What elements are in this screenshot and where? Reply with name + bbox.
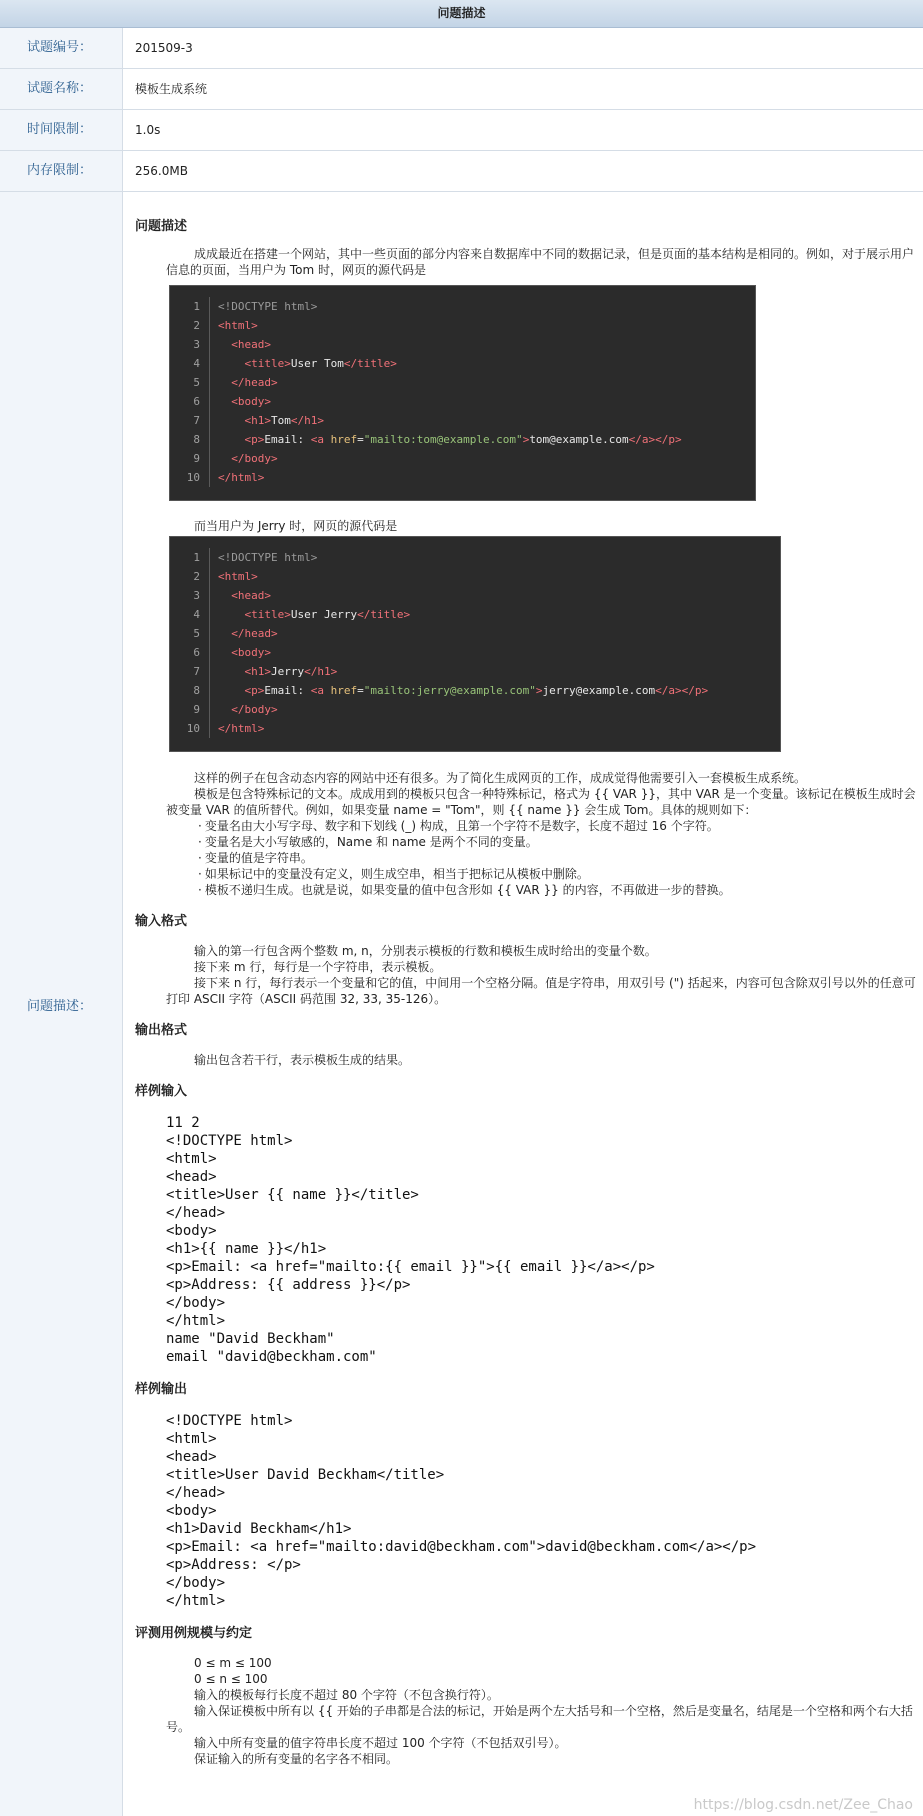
line-number: 6 [170, 392, 210, 411]
line-number: 1 [170, 548, 210, 567]
description-content [123, 192, 923, 1816]
time-value: 1.0s [135, 123, 161, 137]
watermark-text: https://blog.csdn.net/Zee_Chao [693, 1797, 913, 1813]
code-line [170, 297, 755, 316]
line-number: 6 [170, 643, 210, 662]
meta-row-name [0, 69, 923, 110]
memory-label: 内存限制： [0, 151, 123, 191]
line-number: 3 [170, 335, 210, 354]
rule-item: · 变量的值是字符串。 [198, 850, 923, 866]
id-label: 试题编号： [0, 28, 123, 68]
name-value: 模板生成系统 [135, 82, 208, 96]
memory-value: 256.0MB [135, 164, 188, 178]
code-block-tom [169, 285, 756, 501]
sample-input-block: 11 2 <!DOCTYPE html> <html> <head> <title>User {{ name }}</title> </head> <body> <h1>{{ name }}</h1> <p>Email: <a href="mailto:{{ email }}">{{ email }}</a></p> <p>Address: {{ address }}</p> </body> </html> name "David Beckham" email "david@beckham.com" [166, 1115, 655, 1365]
description-paragraph-3: 这样的例子在包含动态内容的网站中还有很多。为了简化生成网页的工作，成成觉得他需要引入一套模板生成系统。 [194, 771, 807, 785]
line-number: 7 [170, 662, 210, 681]
input-format-line: 接下来 m 行，每行是一个字符串，表示模板。 [194, 960, 442, 974]
code-line [170, 354, 755, 373]
code-text: <p>Email: <a href="mailto:jerry@example.com">jerry@example.com</a></p> [244, 684, 709, 697]
line-number: 5 [170, 624, 210, 643]
rule-item: · 变量名由大小写字母、数字和下划线 (_) 构成，且第一个字符不是数字，长度不超过 16 个字符。 [198, 818, 923, 834]
limit-line: 保证输入的所有变量的名字各不相同。 [194, 1752, 399, 1766]
meta-row-id [0, 28, 923, 69]
section-title-description: 问题描述 [135, 219, 188, 234]
code-line [170, 392, 755, 411]
code-text: <!DOCTYPE html> [218, 300, 318, 313]
code-text: </head> [231, 627, 278, 640]
time-label: 时间限制： [0, 110, 123, 150]
code-text: </head> [231, 376, 278, 389]
code-line [170, 662, 780, 681]
limits-body [135, 1655, 923, 1767]
code-line [170, 548, 780, 567]
rule-item: · 变量名是大小写敏感的，Name 和 name 是两个不同的变量。 [198, 834, 923, 850]
description-row [0, 192, 923, 1816]
limit-line: 输入的模板每行长度不超过 80 个字符（不包含换行符）。 [194, 1688, 499, 1702]
code-line [170, 681, 780, 700]
section-title-input-format: 输入格式 [135, 914, 188, 929]
input-format-line: 接下来 n 行，每行表示一个变量和它的值，中间用一个空格分隔。值是字符串，用双引号 (") 括起来，内容可包含除双引号以外的任意可打印 ASCII 字符（ASCII 码范围 32, 33, 35-126）。 [166, 976, 916, 1006]
code-text: <body> [231, 646, 271, 659]
code-text: </html> [218, 722, 265, 735]
limit-line: 0 ≤ m ≤ 100 [194, 1656, 272, 1670]
id-value: 201509-3 [135, 41, 193, 55]
code-text: <title>User Jerry</title> [244, 608, 411, 621]
line-number: 8 [170, 681, 210, 700]
code-text: <head> [231, 589, 271, 602]
output-format-line: 输出包含若干行，表示模板生成的结果。 [194, 1053, 411, 1067]
code-line [170, 700, 780, 719]
code-block-jerry [169, 536, 781, 752]
code-line [170, 411, 755, 430]
code-text: </body> [231, 703, 278, 716]
section-title-sample-input: 样例输入 [135, 1084, 188, 1099]
line-number: 4 [170, 354, 210, 373]
section-title-output-format: 输出格式 [135, 1023, 188, 1038]
code-line [170, 719, 780, 738]
line-number: 10 [170, 719, 210, 738]
name-label: 试题名称： [0, 69, 123, 109]
code-text: <html> [218, 319, 258, 332]
code-text: <head> [231, 338, 271, 351]
rules-list [135, 818, 923, 898]
code-text: </html> [218, 471, 265, 484]
code-text: <html> [218, 570, 258, 583]
line-number: 9 [170, 449, 210, 468]
code-line [170, 449, 755, 468]
input-format-line: 输入的第一行包含两个整数 m, n，分别表示模板的行数和模板生成时给出的变量个数。 [194, 944, 657, 958]
description-paragraph-4: 模板是包含特殊标记的文本。成成用到的模板只包含一种特殊标记，格式为 {{ VAR }}，其中 VAR 是一个变量。该标记在模板生成时会被变量 VAR 的值所替代。例如，如果变量 name = "Tom"，则 {{ name }} 会生成 Tom。具体的规则如下： [166, 787, 916, 817]
rule-item: · 模板不递归生成。也就是说，如果变量的值中包含形如 {{ VAR }} 的内容，不再做进一步的替换。 [198, 882, 923, 898]
code-line [170, 335, 755, 354]
code-line [170, 567, 780, 586]
rule-item: · 如果标记中的变量没有定义，则生成空串，相当于把标记从模板中删除。 [198, 866, 923, 882]
code-text: <title>User Tom</title> [244, 357, 397, 370]
line-number: 3 [170, 586, 210, 605]
line-number: 2 [170, 316, 210, 335]
line-number: 9 [170, 700, 210, 719]
code-line [170, 605, 780, 624]
code-text: <h1>Tom</h1> [244, 414, 324, 427]
code-line [170, 430, 755, 449]
limit-line: 输入保证模板中所有以 {{ 开始的子串都是合法的标记，开始是两个左大括号和一个空格，然后是变量名，结尾是一个空格和两个右大括号。 [166, 1704, 913, 1734]
meta-row-time [0, 110, 923, 151]
meta-row-memory [0, 151, 923, 192]
limit-line: 输入中所有变量的值字符串长度不超过 100 个字符（不包括双引号）。 [194, 1736, 567, 1750]
code-text: <p>Email: <a href="mailto:tom@example.com">tom@example.com</a></p> [244, 433, 682, 446]
code-text: <body> [231, 395, 271, 408]
code-line [170, 373, 755, 392]
code-line [170, 624, 780, 643]
line-number: 2 [170, 567, 210, 586]
code-text: <h1>Jerry</h1> [244, 665, 338, 678]
line-number: 5 [170, 373, 210, 392]
page-header-title: 问题描述 [0, 0, 923, 28]
code-line [170, 316, 755, 335]
sample-output-block: <!DOCTYPE html> <html> <head> <title>User David Beckham</title> </head> <body> <h1>David Beckham</h1> <p>Email: <a href="mailto:david@beckham.com">david@beckham.com</a></p> <p>Address: </p> </body> </html> [166, 1413, 757, 1609]
section-title-sample-output: 样例输出 [135, 1382, 188, 1397]
line-number: 7 [170, 411, 210, 430]
code-text: </body> [231, 452, 278, 465]
line-number: 8 [170, 430, 210, 449]
code-line [170, 468, 755, 487]
line-number: 10 [170, 468, 210, 487]
description-paragraph-1: 成成最近在搭建一个网站，其中一些页面的部分内容来自数据库中不同的数据记录，但是页面的基本结构是相同的。例如，对于展示用户信息的页面，当用户为 Tom 时，网页的源代码是 [166, 247, 915, 277]
section-title-limits: 评测用例规模与约定 [135, 1626, 253, 1641]
limit-line: 0 ≤ n ≤ 100 [194, 1672, 268, 1686]
line-number: 4 [170, 605, 210, 624]
input-format-body [135, 943, 923, 1007]
code-line [170, 643, 780, 662]
description-label: 问题描述： [0, 192, 123, 1816]
description-paragraph-2: 而当用户为 Jerry 时，网页的源代码是 [194, 519, 398, 533]
code-line [170, 586, 780, 605]
code-text: <!DOCTYPE html> [218, 551, 318, 564]
line-number: 1 [170, 297, 210, 316]
